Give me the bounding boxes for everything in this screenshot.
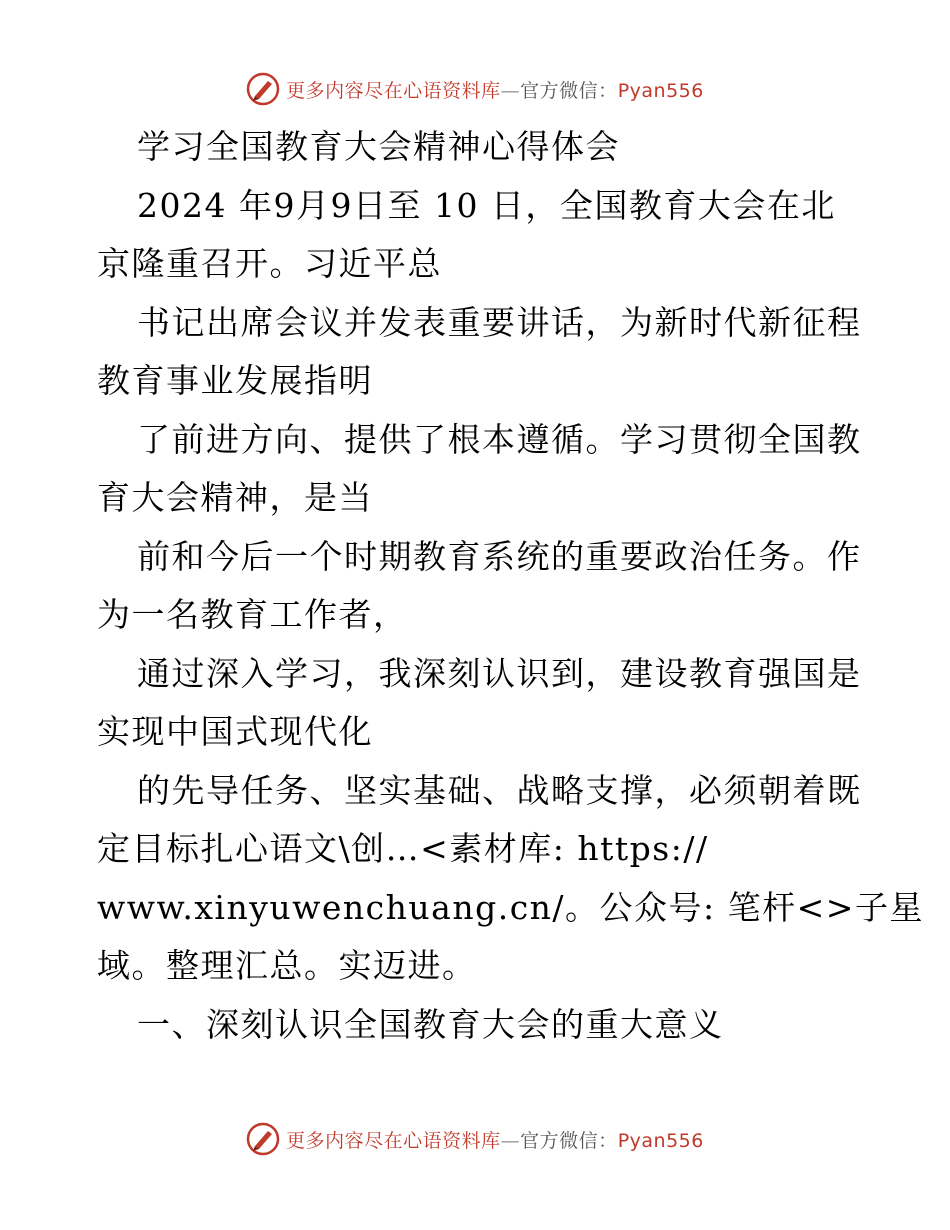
footer-watermark (0, 1122, 950, 1156)
text-line: 前和今后一个时期教育系统的重要政治任务。作 (137, 536, 862, 576)
pen-logo-icon (246, 72, 280, 106)
text-line: 京隆重召开。习近平总 (97, 244, 442, 283)
watermark-text: 更多内容尽在心语资料库—官方微信：Pyan556 (286, 1129, 704, 1152)
text-line: www.xinyuwenchuang.cn/。公众号: 笔杆<>子星 (97, 887, 924, 927)
text-line: 书记出席会议并发表重要讲话，为新时代新征程 (137, 302, 862, 342)
text-line: 教育事业发展指明 (97, 361, 373, 400)
watermark-text: 更多内容尽在心语资料库—官方微信：Pyan556 (286, 79, 704, 102)
text-line: 通过深入学习，我深刻认识到，建设教育强国是 (137, 653, 862, 693)
text-line: 实现中国式现代化 (97, 712, 373, 751)
text-line: 了前进方向、提供了根本遵循。学习贯彻全国教 (137, 419, 862, 459)
header-watermark (0, 72, 950, 106)
text-line: 育大会精神，是当 (97, 478, 373, 517)
document-title: 学习全国教育大会精神心得体会 (137, 127, 620, 166)
document-body (97, 118, 924, 1054)
text-line: 的先导任务、坚实基础、战略支撑，必须朝着既 (137, 770, 862, 810)
text-line: 2024 年9月9日至 10 日，全国教育大会在北 (137, 185, 836, 225)
text-line: 定目标扎心语文\创…<素材库: https:// (97, 829, 709, 868)
text-line: 域。整理汇总。实迈进。 (97, 946, 477, 985)
section-heading: 一、深刻认识全国教育大会的重大意义 (137, 1004, 724, 1044)
pen-logo-icon (246, 1122, 280, 1156)
text-line: 为一名教育工作者， (97, 595, 408, 634)
